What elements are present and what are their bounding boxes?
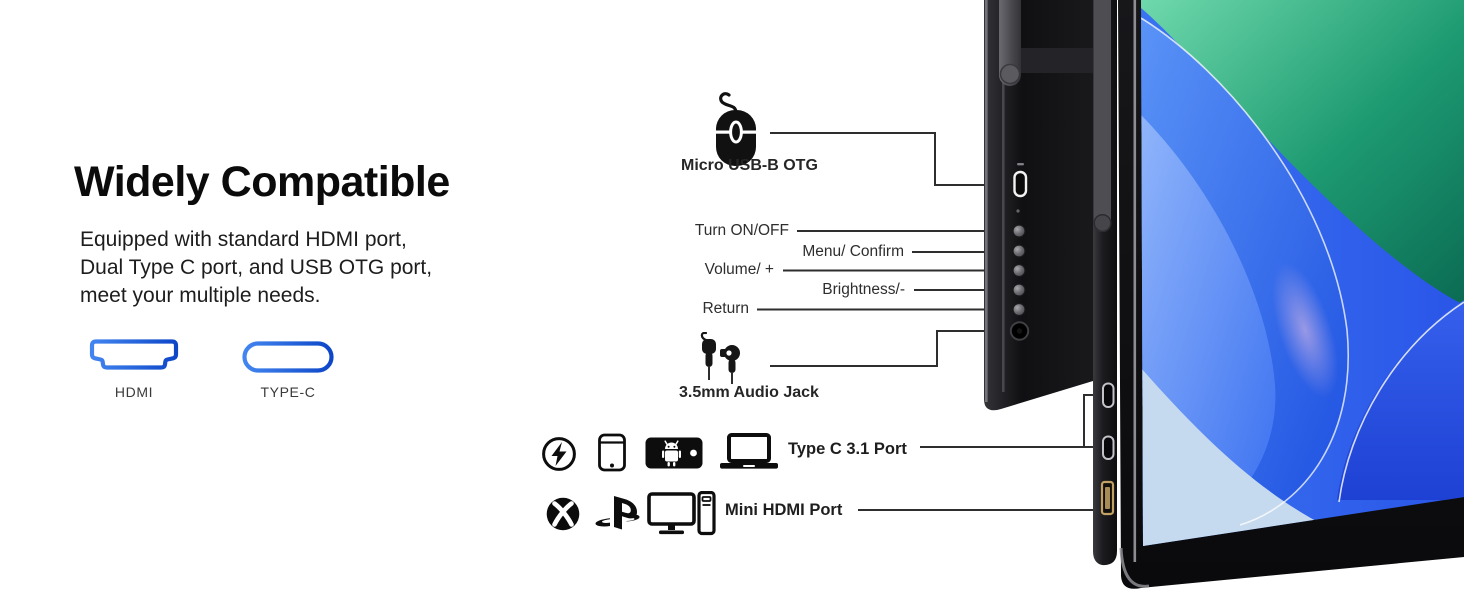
- callout-mini-hdmi-port: Mini HDMI Port: [725, 501, 843, 519]
- monitor-side-edge: [1093, 0, 1117, 565]
- kickstand-bar: [999, 0, 1021, 86]
- callout-return: Return: [702, 300, 749, 317]
- laptop-icon: [716, 433, 782, 471]
- callout-volume: Volume/ +: [704, 261, 774, 278]
- power-button: [1013, 225, 1025, 237]
- playstation-icon: [594, 495, 644, 533]
- callout-type-c-port: Type C 3.1 Port: [788, 440, 907, 458]
- usb-c-port-upper: [1103, 384, 1114, 408]
- callout-micro-usb: Micro USB-B OTG: [681, 157, 818, 174]
- hdmi-connector-icon: [88, 338, 180, 374]
- mini-hdmi-port: [1102, 482, 1113, 514]
- screen-wallpaper: [1135, 0, 1464, 552]
- monitor-screen: [1118, 0, 1464, 589]
- charging-icon: [541, 436, 577, 472]
- menu-button: [1013, 245, 1025, 257]
- callout-power: Turn ON/OFF: [694, 222, 789, 239]
- return-button: [1013, 304, 1025, 316]
- smartphone-icon: [597, 433, 627, 472]
- line-audio-jack: [770, 331, 1005, 366]
- type-c-badge-label: TYPE-C: [260, 384, 316, 400]
- feature-description: Equipped with standard HDMI port, Dual Type C port, and USB OTG port, meet your multiple needs.: [80, 228, 433, 307]
- callout-audio-jack: 3.5mm Audio Jack: [679, 384, 819, 401]
- hdmi-badge-label: HDMI: [114, 384, 154, 400]
- monitor-illustration: [975, 0, 1464, 600]
- callout-brightness: Brightness/-: [822, 281, 905, 298]
- callout-menu: Menu/ Confirm: [802, 243, 904, 260]
- monitor-back-shell: [984, 0, 1093, 410]
- earphones-icon: [694, 332, 754, 392]
- kickstand-leg: [1094, 0, 1111, 232]
- xbox-icon: [545, 496, 581, 532]
- desktop-pc-icon: [647, 491, 717, 537]
- volume-button: [1013, 265, 1025, 277]
- brightness-button: [1013, 284, 1025, 296]
- page-title: Widely Compatible: [74, 158, 450, 206]
- audio-jack: [1011, 322, 1028, 339]
- usb-c-port-lower: [1103, 437, 1114, 460]
- type-c-connector-icon: [242, 341, 334, 373]
- android-tablet-icon: [644, 436, 704, 470]
